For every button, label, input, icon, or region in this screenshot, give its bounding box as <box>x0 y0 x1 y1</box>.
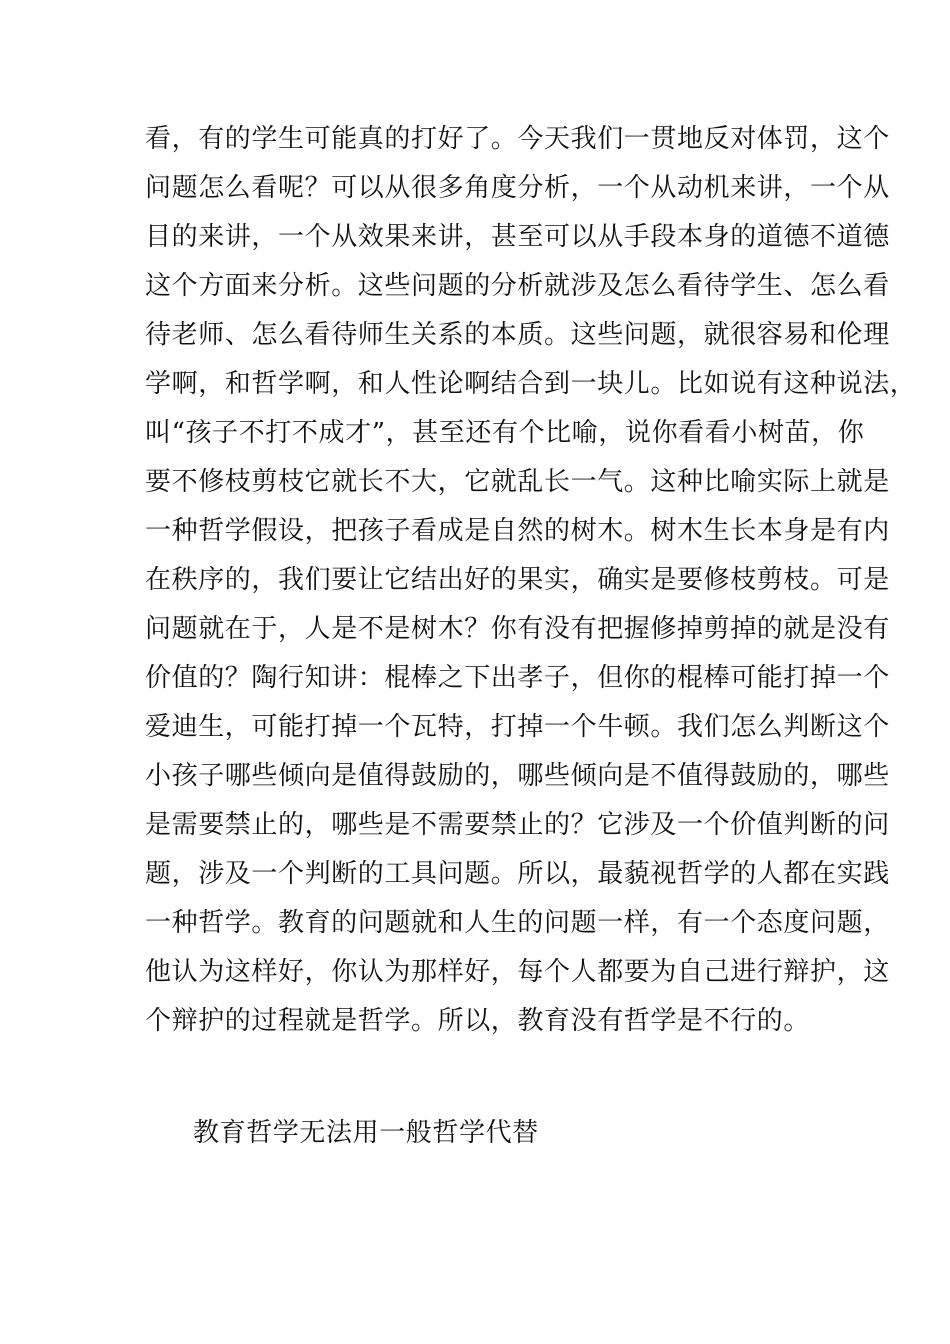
paragraph-line: 问题怎么看呢？可以从很多角度分析，一个从动机来讲，一个从 <box>145 173 890 203</box>
paragraph-line: 个辩护的过程就是哲学。所以，教育没有哲学是不行的。 <box>145 1006 811 1036</box>
section-heading: 教育哲学无法用一般哲学代替 <box>193 1118 539 1148</box>
paragraph-line: 价值的？陶行知讲：棍棒之下出孝子，但你的棍棒可能打掉一个 <box>145 663 890 693</box>
paragraph-line: 在秩序的，我们要让它结出好的果实，确实是要修枝剪枝。可是 <box>145 565 890 595</box>
paragraph-line: 这个方面来分析。这些问题的分析就涉及怎么看待学生、怎么看 <box>145 271 890 301</box>
paragraph-line: 目的来讲，一个从效果来讲，甚至可以从手段本身的道德不道德 <box>145 222 890 252</box>
paragraph-line: 学啊，和哲学啊，和人性论啊结合到一块儿。比如说有这种说法， <box>145 369 917 399</box>
paragraph-line: 要不修枝剪枝它就长不大，它就乱长一气。这种比喻实际上就是 <box>145 467 890 497</box>
paragraph-line: 叫“孩子不打不成才”，甚至还有个比喻，说你看看小树苗，你 <box>145 418 865 448</box>
paragraph-line: 爱迪生，可能打掉一个瓦特，打掉一个牛顿。我们怎么判断这个 <box>145 712 890 742</box>
paragraph-line: 一种哲学假设，把孩子看成是自然的树木。树木生长本身是有内 <box>145 516 890 546</box>
paragraph-line: 是需要禁止的，哪些是不需要禁止的？它涉及一个价值判断的问 <box>145 810 890 840</box>
paragraph-line: 小孩子哪些倾向是值得鼓励的，哪些倾向是不值得鼓励的，哪些 <box>145 761 890 791</box>
paragraph-line: 待老师、怎么看待师生关系的本质。这些问题，就很容易和伦理 <box>145 320 890 350</box>
paragraph-line: 看，有的学生可能真的打好了。今天我们一贯地反对体罚，这个 <box>145 124 890 154</box>
paragraph-line: 一种哲学。教育的问题就和人生的问题一样，有一个态度问题， <box>145 908 890 938</box>
paragraph-line: 他认为这样好，你认为那样好，每个人都要为自己进行辩护，这 <box>145 957 890 987</box>
paragraph-line: 题，涉及一个判断的工具问题。所以，最藐视哲学的人都在实践 <box>145 859 890 889</box>
paragraph-line: 问题就在于，人是不是树木？你有没有把握修掉剪掉的就是没有 <box>145 614 890 644</box>
